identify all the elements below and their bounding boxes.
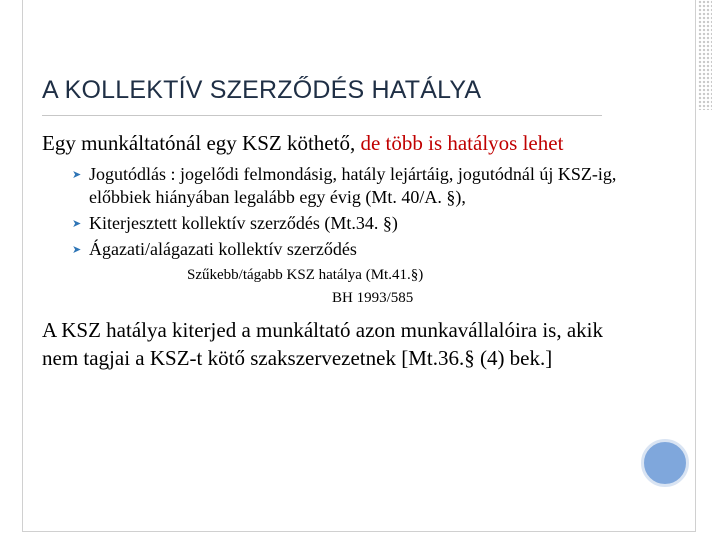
sub-line-case-reference: BH 1993/585 bbox=[332, 290, 414, 306]
circle-decoration bbox=[641, 439, 689, 487]
intro-highlight: de több is hatályos lehet bbox=[360, 131, 564, 155]
sub-line-scope: Szűkebb/tágabb KSZ hatálya (Mt.41.§) bbox=[187, 267, 424, 283]
closing-paragraph: A KSZ hatálya kiterjed a munkáltató azon munkavállalóira is, akik nem tagjai a KSZ-t kötő szakszervezetnek [Mt.36.§ (4) bek.] bbox=[42, 318, 604, 370]
title-divider bbox=[42, 115, 602, 116]
intro-text: Egy munkáltatónál egy KSZ köthető, bbox=[42, 131, 361, 155]
arrow-bullet-icon: ➤ bbox=[72, 217, 82, 230]
list-item-text: Ágazati/alágazati kollektív szerződés bbox=[89, 239, 357, 259]
arrow-bullet-icon: ➤ bbox=[72, 243, 82, 256]
list-item bbox=[72, 163, 629, 209]
list-item-text: Jogutódlás : jogelődi felmondásig, hatály lejártáig, jogutódnál új KSZ-ig, előbbiek hiányában legalább egy évig (Mt. 40/A. §), bbox=[89, 164, 617, 207]
dotted-pattern-decoration bbox=[698, 0, 712, 110]
slide-title: A KOLLEKTÍV SZERZŐDÉS HATÁLYA bbox=[42, 76, 482, 104]
bullet-list bbox=[42, 163, 632, 261]
list-item-text: Kiterjesztett kollektív szerződés (Mt.34. §) bbox=[89, 213, 398, 233]
intro-paragraph bbox=[42, 130, 632, 157]
arrow-bullet-icon: ➤ bbox=[72, 168, 82, 181]
slide-body bbox=[42, 130, 632, 372]
list-item bbox=[72, 212, 629, 235]
list-item bbox=[72, 238, 629, 261]
